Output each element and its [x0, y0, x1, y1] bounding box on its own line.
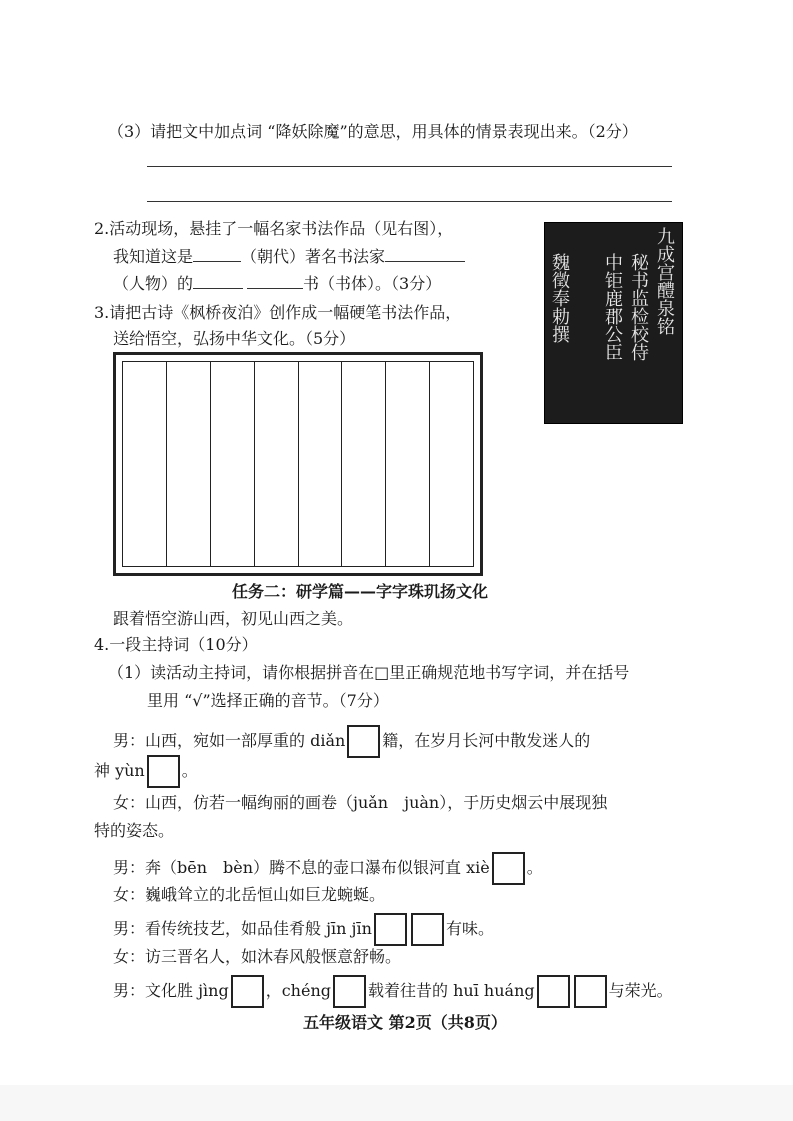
calligrapher-blank[interactable]	[385, 245, 465, 262]
answer-line-1[interactable]	[147, 166, 672, 167]
grid-column[interactable]	[211, 362, 255, 566]
char-box-jin-2[interactable]	[411, 913, 444, 946]
person-blank[interactable]	[193, 272, 243, 289]
calligraphy-artwork	[544, 222, 683, 424]
char-box-xie[interactable]	[492, 852, 525, 885]
m1-text-c: 神 yùn	[94, 761, 145, 780]
question-4-1-line2: 里用 “√”选择正确的音节。（7分）	[147, 691, 389, 710]
dialogue-female-3: 女：访三晋名人，如沐春风般惬意舒畅。	[113, 947, 402, 966]
question-2-line1: 2.活动现场，悬挂了一幅名家书法作品（见右图），	[94, 219, 454, 238]
script-blank[interactable]	[247, 272, 303, 289]
grid-column[interactable]	[255, 362, 299, 566]
q2-text-b: （朝代）著名书法家	[241, 247, 386, 266]
m4-text-c: 载着往昔的 huī huáng	[368, 981, 535, 1000]
grid-column[interactable]	[167, 362, 211, 566]
m1-text-a: 男：山西，宛如一部厚重的 diǎn	[113, 731, 346, 750]
question-4-title: 4.一段主持词（10分）	[94, 635, 258, 654]
char-box-cheng[interactable]	[333, 975, 366, 1008]
q2-text-a: 我知道这是	[113, 247, 194, 266]
dialogue-female-1-cont: 特的姿态。	[94, 821, 175, 840]
char-box-hui[interactable]	[537, 975, 570, 1008]
dialogue-male-4	[113, 975, 673, 1008]
dialogue-male-1	[113, 725, 590, 758]
m2-text-b: 。	[526, 858, 543, 877]
question-2-line3	[113, 272, 441, 295]
page-footer: 五年级语文 第2页（共8页）	[303, 1013, 507, 1032]
char-box-jing[interactable]	[231, 975, 264, 1008]
task-2-title: 任务二：研学篇——字字珠玑扬文化	[232, 582, 489, 601]
question-3-line1: 3.请把古诗《枫桥夜泊》创作成一幅硬笔书法作品，	[94, 303, 462, 322]
page-bottom-margin	[0, 1085, 793, 1121]
calligraphy-column-3: 中钜鹿郡公臣	[602, 253, 623, 361]
dynasty-blank[interactable]	[193, 245, 241, 262]
char-box-dian[interactable]	[347, 725, 380, 758]
dialogue-female-2: 女：巍峨耸立的北岳恒山如巨龙蜿蜒。	[113, 885, 386, 904]
m3-text-a: 男：看传统技艺，如品佳肴般 jīn jīn	[113, 919, 372, 938]
grid-column[interactable]	[299, 362, 343, 566]
grid-column[interactable]	[386, 362, 430, 566]
dialogue-male-3	[113, 913, 494, 946]
calligraphy-column-5: 魏徵奉勅撰	[549, 253, 570, 343]
q2-text-d: 书（书体）。（3分）	[303, 274, 442, 293]
dialogue-male-2	[113, 852, 543, 885]
m3-text-b: 有味。	[445, 919, 494, 938]
grid-column[interactable]	[430, 362, 473, 566]
question-1-3: （3）请把文中加点词 “降妖除魔”的意思，用具体的情景表现出来。（2分）	[108, 122, 638, 141]
m1-text-b: 籍，在岁月长河中散发迷人的	[382, 731, 591, 750]
m4-text-a: 男：文化胜 jìng	[113, 981, 229, 1000]
char-box-huang[interactable]	[574, 975, 607, 1008]
dialogue-female-1: 女：山西，仿若一幅绚丽的画卷（juǎn juàn），于历史烟云中展现独	[113, 793, 608, 812]
answer-line-2[interactable]	[147, 201, 672, 202]
dialogue-male-1-cont	[94, 755, 198, 788]
question-2-line2	[113, 245, 465, 268]
q2-text-c: （人物）的	[113, 274, 194, 293]
char-box-yun[interactable]	[147, 755, 180, 788]
grid-column[interactable]	[342, 362, 386, 566]
grid-column[interactable]	[123, 362, 167, 566]
calligraphy-column-1: 九成宫醴泉铭	[654, 227, 675, 335]
question-4-1-line1: （1）读活动主持词，请你根据拼音在□里正确规范地书写字词，并在括号	[108, 663, 630, 682]
m1-text-d: 。	[181, 761, 198, 780]
m2-text-a: 男：奔（bēn bèn）腾不息的壶口瀑布似银河直 xiè	[113, 858, 490, 877]
m4-text-b: ，chéng	[265, 981, 332, 1000]
m4-text-d: 与荣光。	[608, 981, 673, 1000]
char-box-jin-1[interactable]	[374, 913, 407, 946]
task-2-intro: 跟着悟空游山西，初见山西之美。	[113, 609, 354, 628]
calligraphy-practice-grid[interactable]	[113, 352, 483, 576]
calligraphy-column-2: 秘书监检校侍	[628, 253, 649, 361]
question-3-line2: 送给悟空，弘扬中华文化。（5分）	[113, 329, 356, 348]
